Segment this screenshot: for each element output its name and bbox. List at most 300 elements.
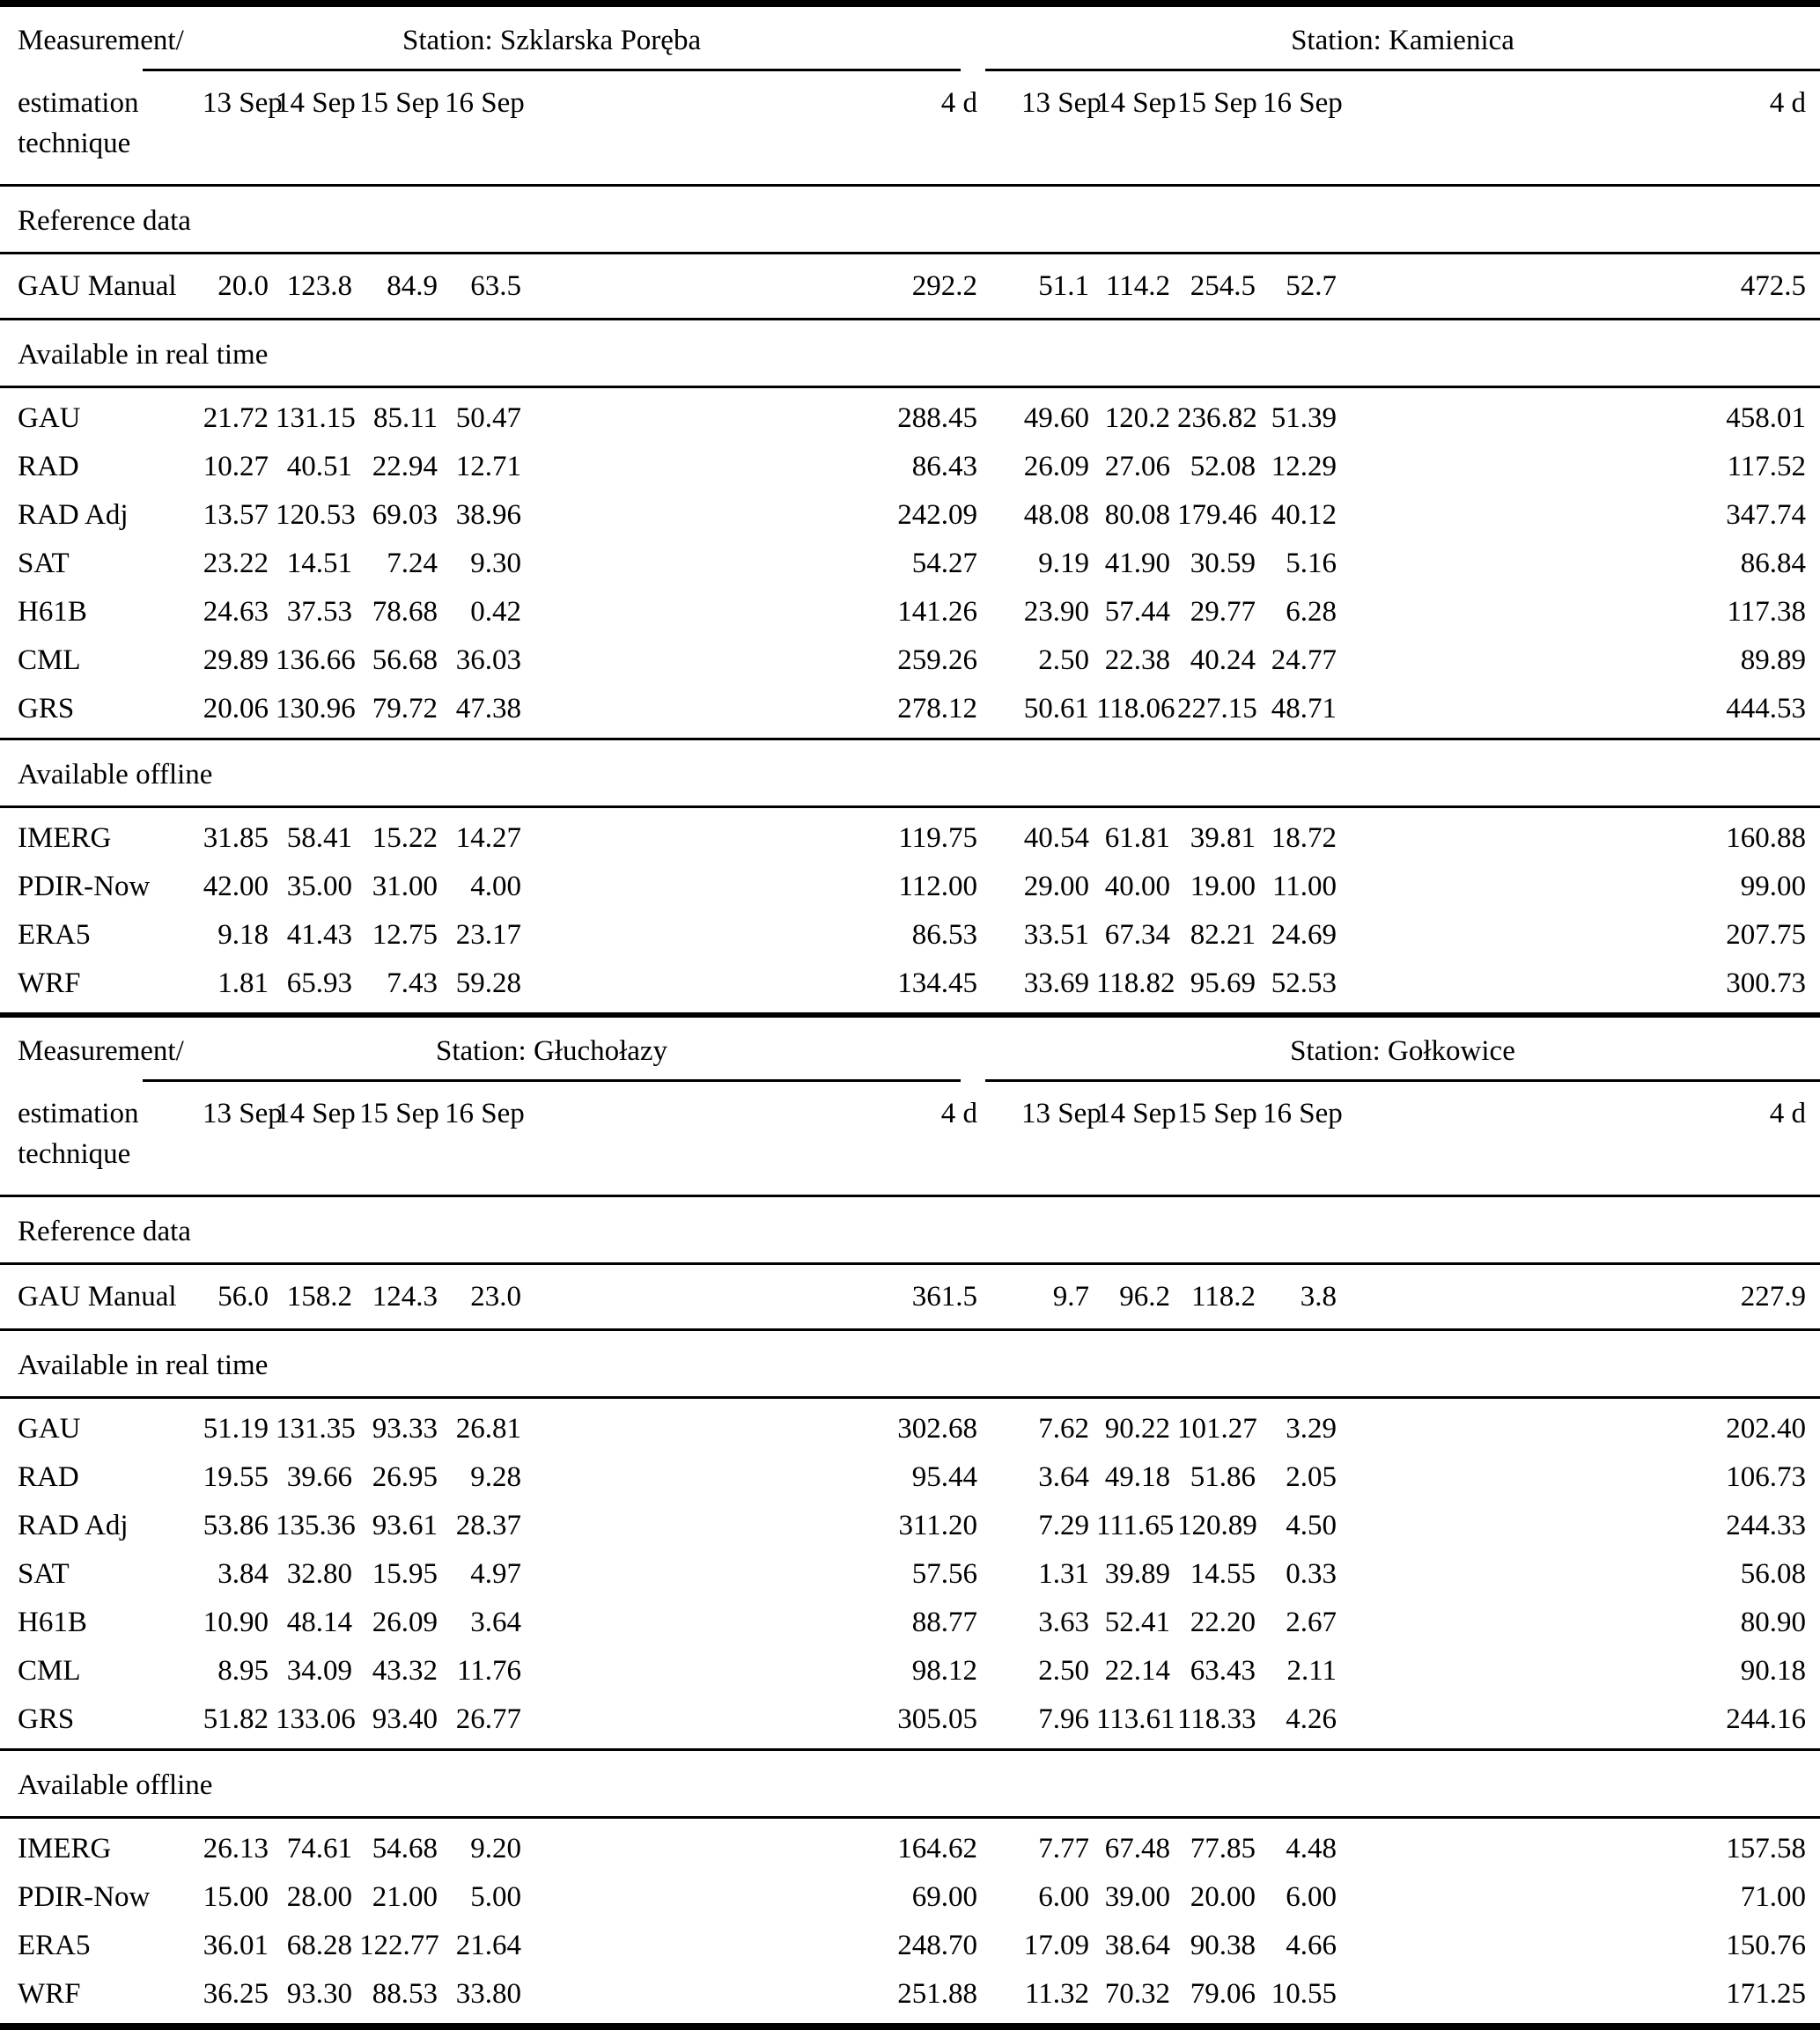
cell-value: 56.08: [1740, 1557, 1806, 1590]
cell-value: 18.72: [1271, 821, 1337, 854]
cell-value: 292.2: [911, 270, 977, 302]
station-group-header: [985, 7, 1820, 71]
cell-value: 472.5: [1740, 270, 1806, 302]
cell-value: 2.11: [1286, 1654, 1337, 1687]
cell-value: 95.44: [911, 1460, 977, 1493]
cell-value: 2.50: [1038, 1654, 1089, 1687]
station-header-row: [0, 1018, 1820, 1082]
cell-value: 58.41: [286, 821, 352, 854]
section-heading-offline: Available offline: [18, 1769, 213, 1801]
table-row: [0, 1695, 1820, 1743]
cell-value: 29.89: [203, 644, 269, 676]
cell-value: 40.54: [1023, 821, 1089, 854]
cell-value: 171.25: [1726, 1977, 1806, 2010]
cell-value: 300.73: [1726, 967, 1806, 999]
cell-value: 202.40: [1726, 1412, 1806, 1445]
date-column-header: 14 Sep: [1096, 87, 1176, 119]
cell-value: 30.59: [1190, 547, 1256, 579]
cell-value: 80.90: [1740, 1606, 1806, 1638]
cell-value: 79.06: [1190, 1977, 1256, 2010]
table-row: [0, 862, 1820, 910]
cell-value: 24.69: [1271, 918, 1337, 951]
cell-value: 7.24: [387, 547, 438, 579]
date-column-header: 4 d: [1769, 1098, 1806, 1129]
date-column-header: 16 Sep: [1263, 1098, 1343, 1129]
cell-value: 6.00: [1038, 1880, 1089, 1913]
cell-value: 37.53: [286, 595, 352, 628]
cell-value: 2.05: [1286, 1460, 1337, 1493]
cell-value: 131.15: [276, 401, 356, 434]
cell-value: 288.45: [897, 401, 977, 434]
cell-value: 259.26: [897, 644, 977, 676]
cell-value: 70.32: [1104, 1977, 1170, 2010]
cell-value: 89.89: [1740, 644, 1806, 676]
cell-value: 118.33: [1177, 1703, 1256, 1735]
cell-value: 7.77: [1038, 1832, 1089, 1865]
cell-value: 90.18: [1740, 1654, 1806, 1687]
cell-value: 26.95: [372, 1460, 438, 1493]
cell-value: 117.52: [1727, 450, 1806, 482]
cell-value: 52.53: [1271, 967, 1337, 999]
cell-value: 8.95: [217, 1654, 269, 1687]
date-column-header: 16 Sep: [445, 87, 525, 119]
cell-value: 9.7: [1052, 1281, 1089, 1313]
table-row: [0, 1501, 1820, 1549]
cell-value: 51.86: [1190, 1460, 1256, 1493]
cell-value: 9.30: [470, 547, 521, 579]
row-label: IMERG: [18, 821, 112, 854]
date-column-header: 14 Sep: [1096, 1098, 1176, 1129]
cell-value: 22.14: [1104, 1654, 1170, 1687]
cell-value: 50.61: [1023, 692, 1089, 724]
cell-value: 51.1: [1038, 270, 1089, 302]
cell-value: 86.84: [1740, 547, 1806, 579]
section-heading-reference: Reference data: [18, 1216, 191, 1247]
cell-value: 96.2: [1119, 1281, 1170, 1313]
cell-value: 118.06: [1096, 692, 1175, 724]
cell-value: 4.26: [1286, 1703, 1337, 1735]
row-label: RAD: [18, 450, 79, 482]
cell-value: 444.53: [1726, 692, 1806, 724]
cell-value: 48.71: [1271, 692, 1337, 724]
measurement-label-line1: Measurement/: [18, 25, 184, 56]
cell-value: 7.43: [387, 967, 438, 999]
cell-value: 4.00: [470, 870, 521, 902]
table-half-lower: [0, 1018, 1820, 2023]
cell-value: 36.03: [455, 644, 521, 676]
row-label: IMERG: [18, 1832, 112, 1865]
cell-value: 21.72: [203, 401, 269, 434]
date-column-header: 14 Sep: [276, 87, 356, 119]
cell-value: 32.80: [286, 1557, 352, 1590]
table-row: [0, 636, 1820, 684]
cell-value: 90.38: [1190, 1929, 1256, 1961]
cell-value: 39.00: [1104, 1880, 1170, 1913]
cell-value: 54.27: [911, 547, 977, 579]
cell-value: 88.53: [372, 1977, 438, 2010]
cell-value: 20.06: [203, 692, 269, 724]
top-rule: [0, 0, 1820, 7]
date-column-header: 15 Sep: [1177, 1098, 1257, 1129]
cell-value: 93.33: [372, 1412, 438, 1445]
cell-value: 67.48: [1104, 1832, 1170, 1865]
cell-value: 69.00: [911, 1880, 977, 1913]
row-label: RAD Adj: [18, 498, 129, 531]
table-row: [0, 813, 1820, 862]
cell-value: 86.53: [911, 918, 977, 951]
cell-value: 160.88: [1726, 821, 1806, 854]
cell-value: 93.61: [372, 1509, 438, 1541]
row-label: SAT: [18, 1557, 70, 1590]
cell-value: 35.00: [286, 870, 352, 902]
cell-value: 50.47: [455, 401, 521, 434]
cell-value: 93.30: [286, 1977, 352, 2010]
table-row: [0, 1265, 1820, 1328]
date-column-header: 15 Sep: [1177, 87, 1257, 119]
cell-value: 15.22: [372, 821, 438, 854]
cell-value: 112.00: [898, 870, 977, 902]
cell-value: 227.15: [1177, 692, 1257, 724]
cell-value: 7.62: [1038, 1412, 1089, 1445]
cell-value: 5.16: [1286, 547, 1337, 579]
cell-value: 63.5: [470, 270, 521, 302]
cell-value: 236.82: [1177, 401, 1257, 434]
cell-value: 119.75: [898, 821, 977, 854]
cell-value: 15.95: [372, 1557, 438, 1590]
cell-value: 122.77: [359, 1929, 439, 1961]
station-title: Station: Kamienica: [1291, 25, 1514, 56]
cell-value: 20.0: [217, 270, 269, 302]
table-row: [0, 393, 1820, 442]
cell-value: 53.86: [203, 1509, 269, 1541]
cell-value: 52.7: [1286, 270, 1337, 302]
table-row: [0, 254, 1820, 318]
cell-value: 150.76: [1726, 1929, 1806, 1961]
cell-value: 117.38: [1727, 595, 1806, 628]
cell-value: 2.50: [1038, 644, 1089, 676]
cell-value: 157.58: [1726, 1832, 1806, 1865]
cell-value: 124.3: [372, 1281, 438, 1313]
cell-value: 49.18: [1104, 1460, 1170, 1493]
cell-value: 98.12: [911, 1654, 977, 1687]
station-group-header: [985, 1018, 1820, 1082]
section-heading-reference: Reference data: [18, 205, 191, 237]
cell-value: 113.61: [1096, 1703, 1175, 1735]
cell-value: 347.74: [1726, 498, 1806, 531]
cell-value: 106.73: [1726, 1460, 1806, 1493]
measurement-label-line2: estimation: [18, 1098, 139, 1129]
cell-value: 120.89: [1177, 1509, 1257, 1541]
table-row: [0, 684, 1820, 732]
cell-value: 4.50: [1286, 1509, 1337, 1541]
row-label: GAU: [18, 401, 81, 434]
cell-value: 20.00: [1190, 1880, 1256, 1913]
cell-value: 26.09: [372, 1606, 438, 1638]
cell-value: 65.93: [286, 967, 352, 999]
date-column-header: 4 d: [1769, 87, 1806, 119]
row-label: RAD Adj: [18, 1509, 129, 1541]
cell-value: 43.32: [372, 1654, 438, 1687]
cell-value: 69.03: [372, 498, 438, 531]
cell-value: 26.13: [203, 1832, 269, 1865]
cell-value: 458.01: [1726, 401, 1806, 434]
row-label: ERA5: [18, 918, 91, 951]
cell-value: 3.29: [1286, 1412, 1337, 1445]
realtime-rows: [0, 388, 1820, 738]
cell-value: 9.18: [217, 918, 269, 951]
cell-value: 251.88: [897, 1977, 977, 2010]
reference-rows: [0, 254, 1820, 318]
cell-value: 4.48: [1286, 1832, 1337, 1865]
cell-value: 77.85: [1190, 1832, 1256, 1865]
cell-value: 23.0: [470, 1281, 521, 1313]
cell-value: 47.38: [455, 692, 521, 724]
row-label: WRF: [18, 1977, 81, 2010]
cell-value: 9.19: [1038, 547, 1089, 579]
row-label: GRS: [18, 692, 75, 724]
cell-value: 118.2: [1190, 1281, 1256, 1313]
cell-value: 12.71: [455, 450, 521, 482]
cell-value: 38.64: [1104, 1929, 1170, 1961]
cell-value: 141.26: [897, 595, 977, 628]
station-title: Station: Gołkowice: [1290, 1035, 1515, 1067]
cell-value: 3.63: [1038, 1606, 1089, 1638]
cell-value: 19.55: [203, 1460, 269, 1493]
measurement-label-line3: technique: [18, 1138, 131, 1170]
cell-value: 244.33: [1726, 1509, 1806, 1541]
cell-value: 1.31: [1038, 1557, 1089, 1590]
date-column-header: 4 d: [940, 1098, 977, 1129]
cell-value: 19.00: [1190, 870, 1256, 902]
cell-value: 0.33: [1286, 1557, 1337, 1590]
cell-value: 4.97: [470, 1557, 521, 1590]
cell-value: 13.57: [203, 498, 269, 531]
cell-value: 23.90: [1023, 595, 1089, 628]
cell-value: 0.42: [470, 595, 521, 628]
cell-value: 135.36: [276, 1509, 356, 1541]
cell-value: 21.00: [372, 1880, 438, 1913]
cell-value: 36.01: [203, 1929, 269, 1961]
station-group-header: [143, 7, 961, 71]
cell-value: 71.00: [1740, 1880, 1806, 1913]
cell-value: 3.84: [217, 1557, 269, 1590]
row-label: WRF: [18, 967, 81, 999]
cell-value: 22.20: [1190, 1606, 1256, 1638]
table-row: [0, 1598, 1820, 1646]
cell-value: 56.68: [372, 644, 438, 676]
table-row: [0, 539, 1820, 587]
cell-value: 120.53: [276, 498, 356, 531]
cell-value: 3.8: [1300, 1281, 1337, 1313]
cell-value: 227.9: [1740, 1281, 1806, 1313]
cell-value: 33.51: [1023, 918, 1089, 951]
cell-value: 95.69: [1190, 967, 1256, 999]
date-column-header: 13 Sep: [1021, 87, 1102, 119]
cell-value: 7.29: [1038, 1509, 1089, 1541]
station-title: Station: Głuchołazy: [436, 1035, 668, 1067]
cell-value: 136.66: [276, 644, 356, 676]
cell-value: 311.20: [898, 1509, 977, 1541]
cell-value: 14.55: [1190, 1557, 1256, 1590]
cell-value: 9.28: [470, 1460, 521, 1493]
cell-value: 82.21: [1190, 918, 1256, 951]
cell-value: 49.60: [1023, 401, 1089, 434]
cell-value: 68.28: [286, 1929, 352, 1961]
cell-value: 51.39: [1271, 401, 1337, 434]
cell-value: 31.85: [203, 821, 269, 854]
cell-value: 4.66: [1286, 1929, 1337, 1961]
cell-value: 56.0: [217, 1281, 269, 1313]
cell-value: 33.80: [455, 1977, 521, 2010]
row-label: CML: [18, 644, 81, 676]
row-label: GAU: [18, 1412, 81, 1445]
date-columns-row: [0, 84, 1820, 122]
cell-value: 31.00: [372, 870, 438, 902]
cell-value: 24.63: [203, 595, 269, 628]
row-label: H61B: [18, 595, 87, 628]
cell-value: 74.61: [286, 1832, 352, 1865]
cell-value: 48.14: [286, 1606, 352, 1638]
cell-value: 26.81: [455, 1412, 521, 1445]
reference-rows: [0, 1265, 1820, 1328]
cell-value: 42.00: [203, 870, 269, 902]
station-title: Station: Szklarska Poręba: [402, 25, 702, 56]
cell-value: 90.22: [1104, 1412, 1170, 1445]
date-column-header: 16 Sep: [1263, 87, 1343, 119]
table-row: [0, 442, 1820, 490]
cell-value: 11.00: [1271, 870, 1337, 902]
cell-value: 14.27: [455, 821, 521, 854]
table-half-upper: [0, 7, 1820, 1012]
cell-value: 52.08: [1190, 450, 1256, 482]
cell-value: 114.2: [1105, 270, 1170, 302]
table-row: [0, 1824, 1820, 1872]
bottom-rule: [0, 2023, 1820, 2030]
cell-value: 26.09: [1023, 450, 1089, 482]
cell-value: 51.82: [203, 1703, 269, 1735]
table-row: [0, 959, 1820, 1007]
cell-value: 248.70: [897, 1929, 977, 1961]
cell-value: 63.43: [1190, 1654, 1256, 1687]
section-heading-realtime: Available in real time: [18, 1350, 269, 1381]
cell-value: 3.64: [470, 1606, 521, 1638]
cell-value: 28.00: [286, 1880, 352, 1913]
cell-value: 86.43: [911, 450, 977, 482]
cell-value: 40.51: [286, 450, 352, 482]
cell-value: 17.09: [1023, 1929, 1089, 1961]
cell-value: 40.12: [1271, 498, 1337, 531]
date-column-header: 16 Sep: [445, 1098, 525, 1129]
cell-value: 27.06: [1104, 450, 1170, 482]
cell-value: 244.16: [1726, 1703, 1806, 1735]
cell-value: 38.96: [455, 498, 521, 531]
cell-value: 61.81: [1104, 821, 1170, 854]
cell-value: 6.28: [1286, 595, 1337, 628]
cell-value: 12.75: [372, 918, 438, 951]
row-label: RAD: [18, 1460, 79, 1493]
cell-value: 34.09: [286, 1654, 352, 1687]
cell-value: 40.00: [1104, 870, 1170, 902]
cell-value: 10.90: [203, 1606, 269, 1638]
cell-value: 111.65: [1096, 1509, 1175, 1541]
table-row: [0, 1404, 1820, 1453]
cell-value: 67.34: [1104, 918, 1170, 951]
offline-rows: [0, 808, 1820, 1012]
row-label: PDIR-Now: [18, 1880, 151, 1913]
cell-value: 5.00: [470, 1880, 521, 1913]
realtime-rows: [0, 1399, 1820, 1748]
table-row: [0, 1969, 1820, 2018]
row-label: GAU Manual: [18, 270, 177, 302]
row-label: GAU Manual: [18, 1281, 177, 1313]
cell-value: 131.35: [276, 1412, 356, 1445]
cell-value: 130.96: [276, 692, 356, 724]
station-header-row: [0, 7, 1820, 71]
cell-value: 78.68: [372, 595, 438, 628]
table-row: [0, 1921, 1820, 1969]
cell-value: 11.76: [456, 1654, 521, 1687]
table-row: [0, 1646, 1820, 1695]
date-column-header: 15 Sep: [359, 87, 439, 119]
date-column-header: 4 d: [940, 87, 977, 119]
cell-value: 7.96: [1038, 1703, 1089, 1735]
cell-value: 22.38: [1104, 644, 1170, 676]
cell-value: 305.05: [897, 1703, 977, 1735]
cell-value: 88.77: [911, 1606, 977, 1638]
cell-value: 9.20: [470, 1832, 521, 1865]
cell-value: 29.77: [1190, 595, 1256, 628]
cell-value: 39.66: [286, 1460, 352, 1493]
cell-value: 120.2: [1104, 401, 1170, 434]
table-row: [0, 910, 1820, 959]
cell-value: 52.41: [1104, 1606, 1170, 1638]
cell-value: 48.08: [1023, 498, 1089, 531]
cell-value: 22.94: [372, 450, 438, 482]
cell-value: 59.28: [455, 967, 521, 999]
cell-value: 57.56: [911, 1557, 977, 1590]
cell-value: 41.43: [286, 918, 352, 951]
cell-value: 2.67: [1286, 1606, 1337, 1638]
measurement-label-line3: technique: [18, 128, 131, 159]
cell-value: 21.64: [455, 1929, 521, 1961]
cell-value: 23.17: [455, 918, 521, 951]
cell-value: 123.8: [286, 270, 352, 302]
cell-value: 302.68: [897, 1412, 977, 1445]
cell-value: 133.06: [276, 1703, 356, 1735]
cell-value: 134.45: [897, 967, 977, 999]
cell-value: 80.08: [1104, 498, 1170, 531]
table-row: [0, 1872, 1820, 1921]
date-column-header: 15 Sep: [359, 1098, 439, 1129]
cell-value: 179.46: [1177, 498, 1257, 531]
date-column-header: 13 Sep: [203, 1098, 283, 1129]
cell-value: 164.62: [897, 1832, 977, 1865]
measurement-label-line2: estimation: [18, 87, 139, 119]
row-label: PDIR-Now: [18, 870, 151, 902]
cell-value: 361.5: [911, 1281, 977, 1313]
date-columns-row: [0, 1094, 1820, 1133]
table-row: [0, 1453, 1820, 1501]
cell-value: 3.64: [1038, 1460, 1089, 1493]
cell-value: 15.00: [203, 1880, 269, 1913]
cell-value: 26.77: [455, 1703, 521, 1735]
cell-value: 85.11: [372, 401, 438, 434]
cell-value: 10.55: [1271, 1977, 1337, 2010]
cell-value: 278.12: [897, 692, 977, 724]
cell-value: 23.22: [203, 547, 269, 579]
measurement-label-line1: Measurement/: [18, 1035, 184, 1067]
cell-value: 10.27: [203, 450, 269, 482]
